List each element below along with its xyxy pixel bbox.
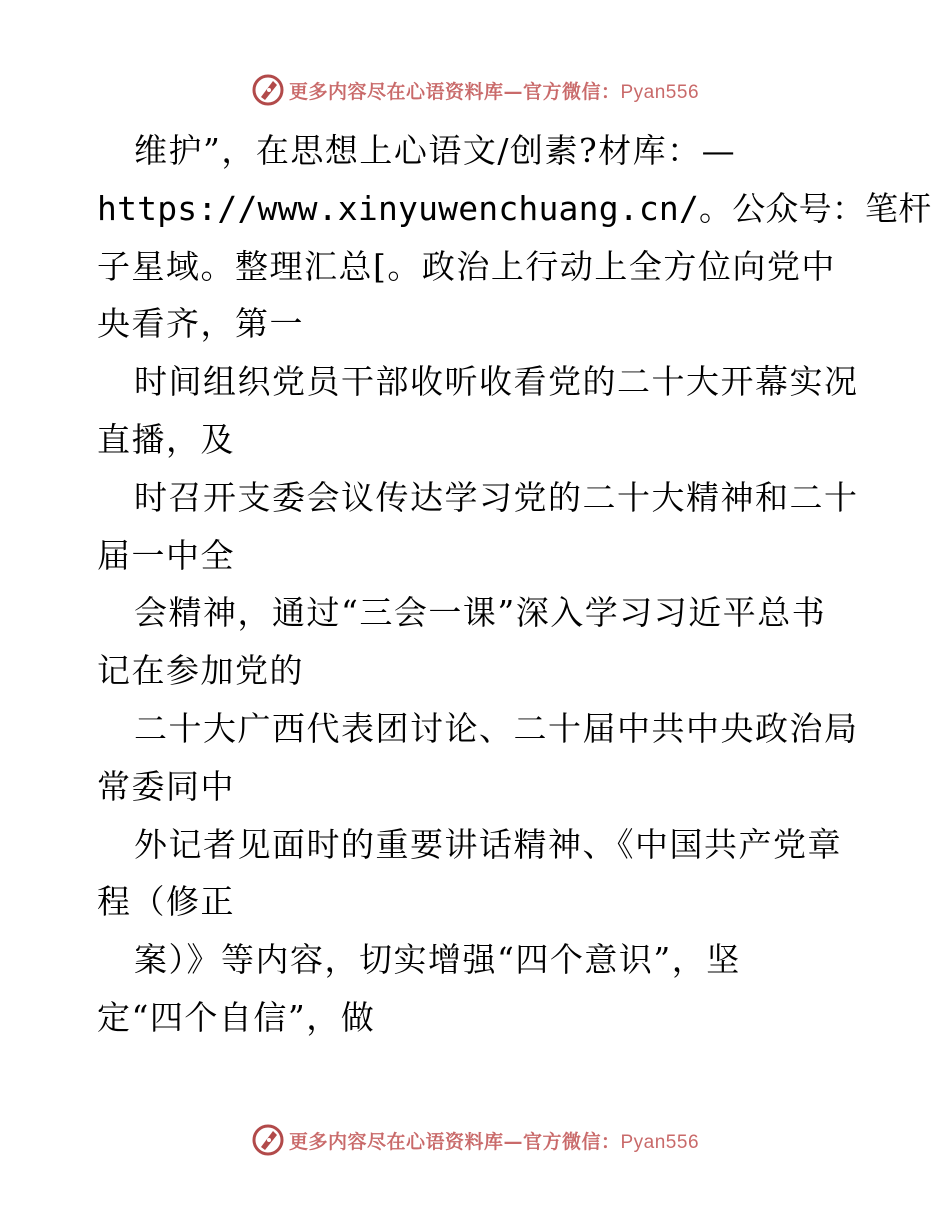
- body-line: 程（修正: [97, 882, 235, 922]
- body-line: 记在参加党的: [97, 651, 304, 691]
- footer-banner-label: 更多内容尽在心语资料库—官方微信：: [288, 1130, 621, 1153]
- footer-banner: [0, 1120, 950, 1160]
- footer-wechat-id: Pyan556: [620, 1131, 700, 1153]
- body-line: 外记者见面时的重要讲话精神、《中国共产党章: [134, 824, 842, 864]
- header-banner-label: 更多内容尽在心语资料库—官方微信：: [288, 80, 621, 103]
- body-line: 定“四个自信”，做: [97, 997, 376, 1037]
- header-banner-text: [289, 77, 699, 104]
- body-line: 直播，及: [97, 419, 235, 459]
- body-line: https://www.xinyuwenchuang.cn/。公众号：笔杆: [97, 188, 932, 228]
- body-line: 会精神，通过“三会一课”深入学习习近平总书: [134, 593, 827, 633]
- pen-nib-logo-icon: [251, 1123, 285, 1157]
- body-line: 二十大广西代表团讨论、二十届中共中央政治局: [134, 708, 859, 748]
- header-wechat-id: Pyan556: [620, 81, 700, 103]
- body-line: 届一中全: [97, 535, 235, 575]
- body-line: 子星域。整理汇总[。政治上行动上全方位向党中: [97, 246, 836, 286]
- document-body: [97, 122, 932, 1047]
- body-line: 时召开支委会议传达学习党的二十大精神和二十: [134, 477, 859, 517]
- body-line: 时间组织党员干部收听收看党的二十大开幕实况: [134, 362, 859, 402]
- body-line: 央看齐，第一: [97, 304, 304, 344]
- body-line: 案）》等内容，切实增强“四个意识”，坚: [134, 940, 741, 980]
- body-line: 常委同中: [97, 766, 235, 806]
- footer-banner-text: [289, 1127, 699, 1154]
- body-line: 维护”，在思想上心语文/创素?材库：—: [134, 131, 737, 170]
- pen-nib-logo-icon: [251, 73, 285, 107]
- header-banner: [0, 70, 950, 110]
